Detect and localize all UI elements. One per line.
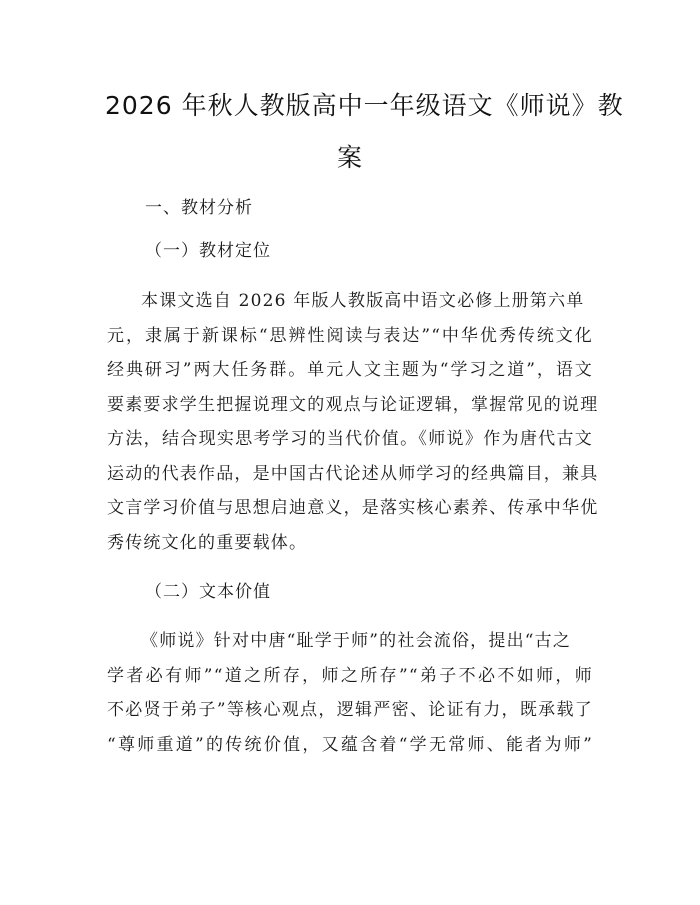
paragraph-line: 学者必有师”“道之所存，师之所存”“弟子不必不如师，师 [107,665,593,686]
paragraph-text-value [107,624,593,762]
document-title [105,80,624,184]
paragraph-textbook-positioning [107,284,599,560]
paragraph-line: 文言学习价值与思想启迪意义，是落实核心素养、传承中华优 [107,498,599,518]
paragraph-line: 运动的代表作品，是中国古代论述从师学习的经典篇目，兼具 [107,463,599,484]
paragraph-line: “尊师重道”的传统价值，又蕴含着“学无常师、能者为师” [107,734,593,755]
subsection-heading: （二）文本价值 [145,582,271,602]
paragraph-line: 经典研习”两大任务群。单元人文主题为“学习之道”，语文 [107,360,593,380]
paragraph-line: 不必贤于弟子”等核心观点，逻辑严密、论证有力，既承载了 [107,700,593,720]
paragraph-line: 方法，结合现实思考学习的当代价值。《师说》作为唐代古文 [107,429,593,449]
subsection-heading: （一）教材定位 [145,241,271,261]
paragraph-line: 《师说》针对中唐“耻学于师”的社会流俗，提出“古之 [141,631,572,651]
paragraph-line: 本课文选自 2026 年版人教版高中语文必修上册第六单 [141,291,585,311]
section-heading: 一、教材分析 [145,198,253,218]
paragraph-line: 元，隶属于新课标“思辨性阅读与表达”“中华优秀传统文化 [107,325,593,346]
paragraph-line: 要素要求学生把握说理文的观点与论证逻辑，掌握常见的说理 [107,394,599,415]
paragraph-line: 秀传统文化的重要载体。 [107,532,308,553]
title-line: 2026 年秋人教版高中一年级语文《师说》教 [105,91,624,120]
title-line: 案 [336,143,363,172]
